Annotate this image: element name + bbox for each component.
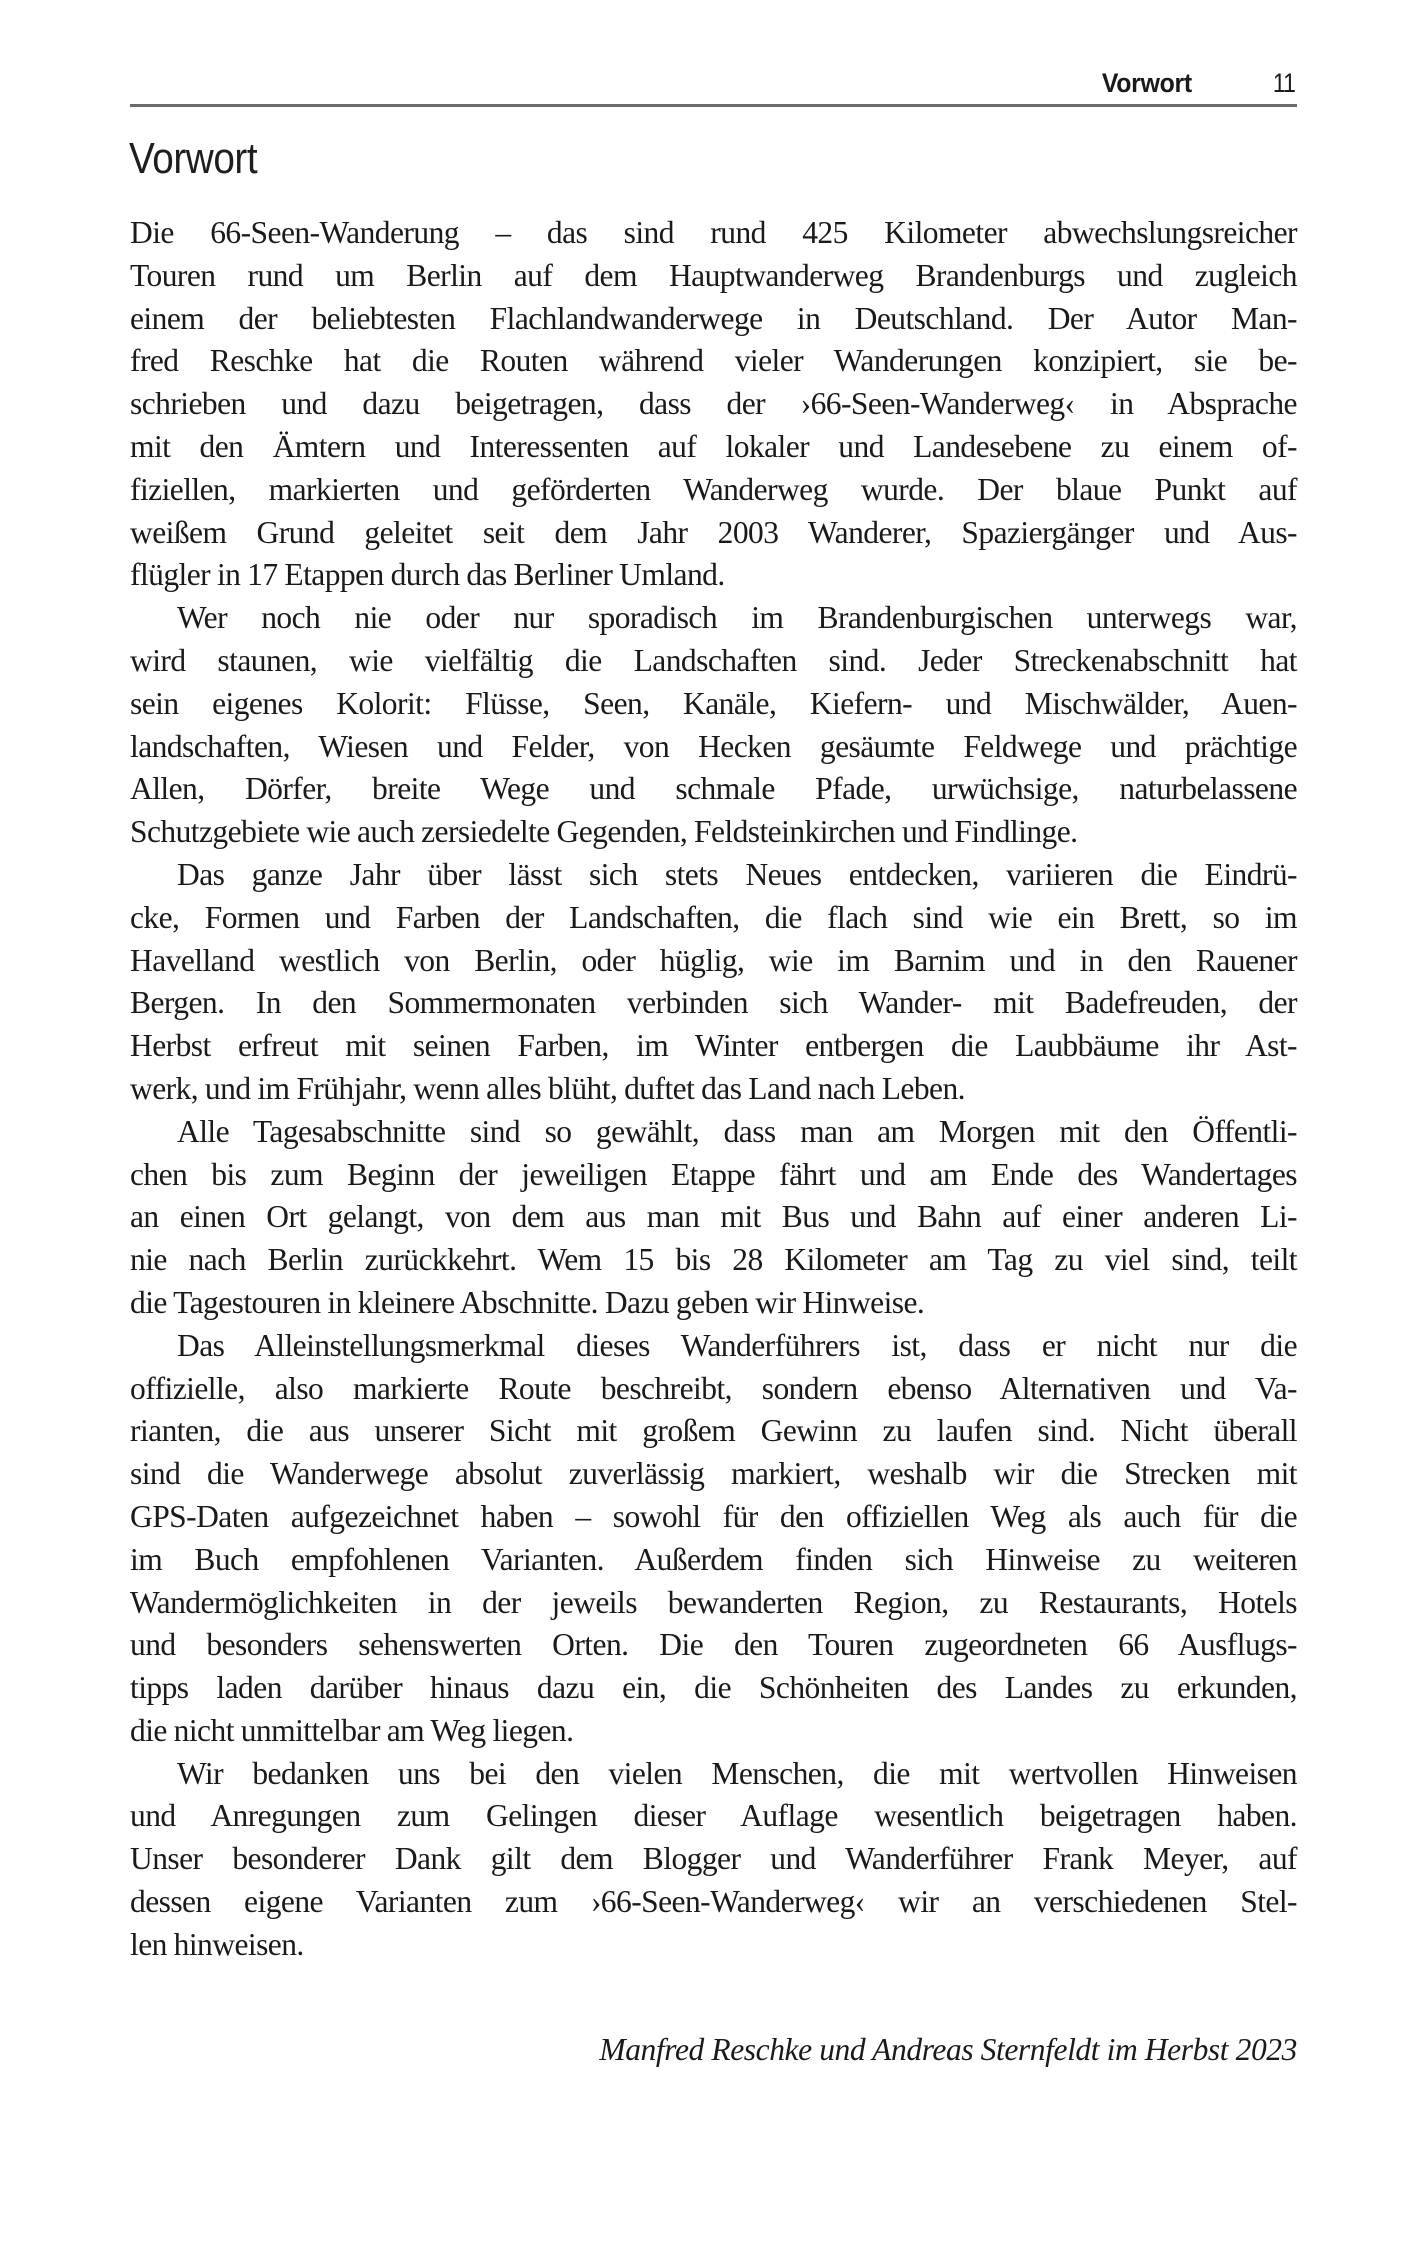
paragraph <box>130 1325 1297 1753</box>
text-line: Touren rund um Berlin auf dem Hauptwanderweg Brandenburgs und zugleich <box>130 257 1297 293</box>
text-line: landschaften, Wiesen und Felder, von Hecken gesäumte Feldwege und prächtige <box>130 728 1297 764</box>
text-line: chen bis zum Beginn der jeweiligen Etappe fährt und am Ende des Wandertages <box>130 1156 1297 1192</box>
text-line: Havelland westlich von Berlin, oder hüglig, wie im Barnim und in den Rauener <box>130 942 1297 978</box>
text-line: cke, Formen und Farben der Landschaften, die flach sind wie ein Brett, so im <box>130 899 1297 935</box>
text-line: Herbst erfreut mit seinen Farben, im Winter entbergen die Laubbäume ihr Ast- <box>130 1028 1297 1064</box>
paragraph <box>130 1111 1297 1325</box>
text-line: einem der beliebtesten Flachlandwanderwege in Deutschland. Der Autor Man- <box>130 300 1297 336</box>
running-header-title: Vorwort <box>1101 68 1192 98</box>
text-line: Das ganze Jahr über lässt sich stets Neues entdecken, variieren die Eindrü- <box>177 856 1297 892</box>
text-line: und Anregungen zum Gelingen dieser Auflage wesentlich beigetragen haben. <box>130 1798 1297 1834</box>
text-line: sein eigenes Kolorit: Flüsse, Seen, Kanäle, Kiefern- und Mischwälder, Auen- <box>130 685 1297 721</box>
text-line: Bergen. In den Sommermonaten verbinden sich Wander- mit Badefreuden, der <box>130 985 1297 1021</box>
signature: Manfred Reschke und Andreas Sternfeldt im Herbst 2023 <box>599 2032 1297 2067</box>
text-line: flügler in 17 Etappen durch das Berliner Umland. <box>130 557 725 593</box>
text-line: schrieben und dazu beigetragen, dass der ›66-Seen-Wanderweg‹ in Absprache <box>130 386 1297 422</box>
running-header <box>130 66 1297 106</box>
text-line: und besonders sehenswerten Orten. Die den Touren zugeordneten 66 Ausflugs- <box>130 1627 1297 1663</box>
paragraph <box>130 212 1297 597</box>
text-line: tipps laden darüber hinaus dazu ein, die Schönheiten des Landes zu erkunden, <box>130 1670 1297 1706</box>
text-line: dessen eigene Varianten zum ›66-Seen-Wanderweg‹ wir an verschiedenen Stel- <box>130 1884 1297 1920</box>
text-line: sind die Wanderwege absolut zuverlässig markiert, weshalb wir die Strecken mit <box>130 1456 1297 1492</box>
paragraph <box>130 854 1297 1111</box>
text-line: rianten, die aus unserer Sicht mit großem Gewinn zu laufen sind. Nicht überall <box>130 1413 1297 1449</box>
text-line: Unser besonderer Dank gilt dem Blogger und Wanderführer Frank Meyer, auf <box>130 1841 1297 1877</box>
text-line: Alle Tagesabschnitte sind so gewählt, dass man am Morgen mit den Öffentli- <box>177 1113 1297 1149</box>
text-line: Schutzgebiete wie auch zersiedelte Gegenden, Feldsteinkirchen und Findlinge. <box>130 814 1078 850</box>
paragraph <box>130 1753 1297 1967</box>
text-line: die nicht unmittelbar am Weg liegen. <box>130 1712 574 1748</box>
text-line: wird staunen, wie vielfältig die Landschaften sind. Jeder Streckenabschnitt hat <box>130 642 1297 678</box>
text-line: Das Alleinstellungsmerkmal dieses Wanderführers ist, dass er nicht nur die <box>177 1327 1297 1363</box>
text-line: fiziellen, markierten und geförderten Wanderweg wurde. Der blaue Punkt auf <box>130 471 1297 507</box>
chapter-title: Vorwort <box>129 134 258 183</box>
text-line: fred Reschke hat die Routen während vieler Wanderungen konzipiert, sie be- <box>130 343 1297 379</box>
text-line: weißem Grund geleitet seit dem Jahr 2003 Wanderer, Spaziergänger und Aus- <box>130 514 1297 550</box>
text-line: Wir bedanken uns bei den vielen Menschen, die mit wertvollen Hinweisen <box>177 1755 1297 1791</box>
text-line: die Tagestouren in kleinere Abschnitte. Dazu geben wir Hinweise. <box>130 1284 925 1320</box>
paragraph <box>130 597 1297 854</box>
text-line: im Buch empfohlenen Varianten. Außerdem finden sich Hinweise zu weiteren <box>130 1541 1297 1577</box>
text-line: werk, und im Frühjahr, wenn alles blüht, duftet das Land nach Leben. <box>130 1070 965 1106</box>
text-line: offizielle, also markierte Route beschreibt, sondern ebenso Alternativen und Va- <box>130 1370 1297 1406</box>
text-line: nie nach Berlin zurückkehrt. Wem 15 bis 28 Kilometer am Tag zu viel sind, teilt <box>130 1242 1297 1278</box>
text-line: Wandermöglichkeiten in der jeweils bewanderten Region, zu Restaurants, Hotels <box>130 1584 1297 1620</box>
text-line: GPS-Daten aufgezeichnet haben – sowohl für den offiziellen Weg als auch für die <box>130 1498 1297 1534</box>
text-line: mit den Ämtern und Interessenten auf lokaler und Landesebene zu einem of- <box>130 428 1297 464</box>
page-number: 11 <box>1272 68 1295 98</box>
text-line: an einen Ort gelangt, von dem aus man mit Bus und Bahn auf einer anderen Li- <box>130 1199 1297 1235</box>
text-line: len hinweisen. <box>130 1926 304 1962</box>
header-rule <box>130 104 1297 107</box>
text-line: Allen, Dörfer, breite Wege und schmale Pfade, urwüchsige, naturbelassene <box>130 771 1297 807</box>
text-line: Wer noch nie oder nur sporadisch im Brandenburgischen unterwegs war, <box>177 600 1297 636</box>
text-line: Die 66-Seen-Wanderung – das sind rund 425 Kilometer abwechslungsreicher <box>130 215 1297 250</box>
body-text <box>130 212 1297 1967</box>
